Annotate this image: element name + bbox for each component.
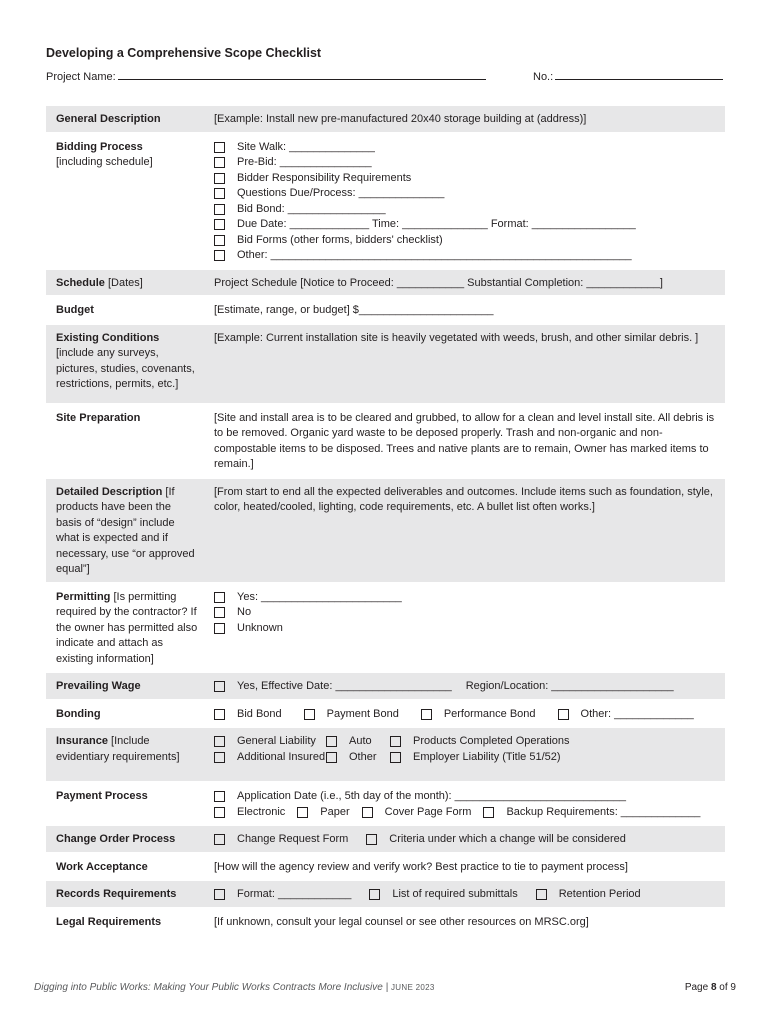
row-detailed-description bbox=[46, 479, 725, 582]
checkbox-icon[interactable] bbox=[214, 807, 225, 818]
row-label: General Description bbox=[46, 106, 204, 132]
row-label: Existing Conditions bbox=[56, 331, 160, 344]
checkbox-icon[interactable] bbox=[362, 807, 373, 818]
checkbox-icon[interactable] bbox=[214, 607, 225, 618]
checkbox-icon[interactable] bbox=[214, 592, 225, 603]
checkbox-questions-due[interactable]: Questions Due/Process: ______________ bbox=[214, 186, 719, 202]
row-label: Bonding bbox=[56, 707, 101, 720]
row-sublabel: [If products have been the basis of “design” include what is expected and if necessary, use “or approved equal”] bbox=[56, 485, 195, 575]
row-value: [Example: Current installation site is heavily vegetated with weeds, brush, and other similar debris. ] bbox=[204, 325, 725, 403]
checkbox-icon[interactable] bbox=[214, 188, 225, 199]
row-payment-process bbox=[46, 783, 725, 824]
row-bonding bbox=[46, 701, 725, 727]
checkbox-wage-yes[interactable]: Yes, Effective Date: ___________________ bbox=[214, 679, 452, 695]
row-label: Detailed Description bbox=[56, 485, 163, 498]
checkbox-permit-no[interactable]: No bbox=[214, 605, 719, 621]
row-prevailing-wage bbox=[46, 673, 725, 699]
row-label: Prevailing Wage bbox=[46, 673, 204, 699]
checkbox-icon[interactable] bbox=[214, 709, 225, 720]
checkbox-icon[interactable] bbox=[421, 709, 432, 720]
row-label: Bidding Process bbox=[56, 140, 143, 153]
row-work-acceptance bbox=[46, 854, 725, 880]
checkbox-icon[interactable] bbox=[326, 736, 337, 747]
checkbox-icon[interactable] bbox=[304, 709, 315, 720]
row-label: Insurance bbox=[56, 735, 108, 747]
checkbox-auto[interactable]: Auto bbox=[326, 734, 390, 750]
row-insurance bbox=[46, 728, 725, 781]
checkbox-bid-forms[interactable]: Bid Forms (other forms, bidders' checklist) bbox=[214, 233, 719, 249]
project-name-line bbox=[46, 70, 486, 83]
region-location: Region/Location: ____________________ bbox=[465, 680, 674, 692]
checkbox-icon[interactable] bbox=[214, 250, 225, 261]
checkbox-application-date[interactable]: Application Date (i.e., 5th day of the month): ____________________________ bbox=[214, 789, 719, 805]
checkbox-icon[interactable] bbox=[214, 235, 225, 246]
checkbox-icon[interactable] bbox=[214, 142, 225, 153]
checkbox-pre-bid[interactable]: Pre-Bid: _______________ bbox=[214, 155, 719, 171]
footer-date: JUNE 2023 bbox=[391, 983, 435, 992]
checkbox-icon[interactable] bbox=[214, 681, 225, 692]
checkbox-retention-period[interactable]: Retention Period bbox=[536, 887, 641, 903]
checkbox-icon[interactable] bbox=[214, 219, 225, 230]
checkbox-icon[interactable] bbox=[214, 157, 225, 168]
row-value: [How will the agency review and verify work? Best practice to tie to payment process] bbox=[214, 860, 628, 873]
row-sublabel: [including schedule] bbox=[56, 156, 153, 168]
checkbox-icon[interactable] bbox=[483, 807, 494, 818]
row-value: [Example: Install new pre-manufactured 20x40 storage building at (address)] bbox=[204, 106, 725, 132]
row-permitting bbox=[46, 584, 725, 672]
row-value: [If unknown, consult your legal counsel or see other resources on MRSC.org] bbox=[214, 915, 589, 928]
checkbox-bid-bond[interactable]: Bid Bond: ________________ bbox=[214, 202, 719, 218]
project-name-label: Project Name: bbox=[46, 71, 116, 83]
row-label: Payment Process bbox=[56, 790, 148, 802]
row-site-preparation bbox=[46, 405, 725, 477]
row-label: Permitting bbox=[56, 590, 111, 603]
checkbox-icon[interactable] bbox=[214, 736, 225, 747]
checkbox-cover-page-form[interactable]: Cover Page Form bbox=[362, 805, 472, 821]
checkbox-icon[interactable] bbox=[214, 791, 225, 802]
row-label: Change Order Process bbox=[46, 826, 204, 852]
checkbox-payment-bond[interactable]: Payment Bond bbox=[304, 707, 399, 723]
checkbox-permit-yes[interactable]: Yes: _______________________ bbox=[214, 590, 719, 606]
checkbox-icon[interactable] bbox=[214, 889, 225, 900]
checkbox-general-liability[interactable]: General Liability bbox=[214, 734, 326, 750]
checkbox-permit-unknown[interactable]: Unknown bbox=[214, 621, 719, 637]
page-title: Developing a Comprehensive Scope Checklist bbox=[46, 46, 322, 60]
row-label: Schedule bbox=[56, 276, 105, 289]
number-line bbox=[533, 70, 723, 83]
row-budget bbox=[46, 297, 725, 323]
row-value: [From start to end all the expected deliverables and outcomes. Include items such as foundation, style, color, heated/cooled, lighting, code requirements, etc. A bullet list often works.] bbox=[204, 479, 725, 582]
row-sublabel: [Include evidentiary requirements] bbox=[56, 735, 180, 763]
checkbox-icon[interactable] bbox=[326, 752, 337, 763]
page-number: Page 8 of 9 bbox=[684, 982, 736, 993]
checkbox-icon[interactable] bbox=[214, 834, 225, 845]
checkbox-change-criteria[interactable]: Criteria under which a change will be considered bbox=[366, 832, 626, 848]
checkbox-site-walk[interactable]: Site Walk: ______________ bbox=[214, 140, 719, 156]
number-blank[interactable] bbox=[555, 70, 723, 80]
checkbox-icon[interactable] bbox=[214, 752, 225, 763]
checkbox-insurance-other[interactable]: Other bbox=[326, 750, 390, 766]
checkbox-bidder-responsibility[interactable]: Bidder Responsibility Requirements bbox=[214, 171, 719, 187]
row-label: Legal Requirements bbox=[56, 915, 162, 928]
checkbox-icon[interactable] bbox=[390, 752, 401, 763]
checkbox-electronic[interactable]: Electronic bbox=[214, 805, 285, 821]
scope-checklist-table bbox=[46, 104, 725, 936]
row-label: Work Acceptance bbox=[56, 860, 148, 873]
checkbox-products-completed[interactable]: Products Completed Operations bbox=[390, 734, 570, 750]
row-general-description bbox=[46, 106, 725, 132]
checkbox-icon[interactable] bbox=[558, 709, 569, 720]
checkbox-bid-bond[interactable]: Bid Bond bbox=[214, 707, 282, 723]
checkbox-icon[interactable] bbox=[297, 807, 308, 818]
checkbox-icon[interactable] bbox=[214, 173, 225, 184]
checkbox-paper[interactable]: Paper bbox=[297, 805, 349, 821]
checkbox-due-date[interactable]: Due Date: _____________ Time: ______________ Format: _________________ bbox=[214, 217, 719, 233]
checkbox-required-submittals[interactable]: List of required submittals bbox=[369, 887, 517, 903]
checkbox-change-request-form[interactable]: Change Request Form bbox=[214, 832, 348, 848]
checkbox-icon[interactable] bbox=[214, 623, 225, 634]
row-sublabel: [Is permitting required by the contractor? If the owner has permitted also indicate and attach as existing information] bbox=[56, 590, 198, 665]
checkbox-records-format[interactable]: Format: ____________ bbox=[214, 887, 351, 903]
row-sublabel: [include any surveys, pictures, studies, covenants, restrictions, permits, etc.] bbox=[56, 347, 195, 390]
number-label: No.: bbox=[533, 71, 554, 83]
checkbox-employer-liability[interactable]: Employer Liability (Title 51/52) bbox=[390, 750, 561, 766]
checkbox-performance-bond[interactable]: Performance Bond bbox=[421, 707, 536, 723]
row-value: Project Schedule [Notice to Proceed: ___________ Substantial Completion: ____________] bbox=[204, 270, 725, 296]
row-label: Site Preparation bbox=[56, 411, 141, 424]
checkbox-other[interactable]: Other: ___________________________________________________________ bbox=[214, 248, 719, 264]
checkbox-additional-insured[interactable]: Additional Insured bbox=[214, 750, 326, 766]
row-existing-conditions bbox=[46, 325, 725, 403]
row-records-requirements bbox=[46, 881, 725, 907]
footer-publication: Digging into Public Works: Making Your Public Works Contracts More Inclusive | JUNE 2023 bbox=[34, 982, 435, 993]
checkbox-icon[interactable] bbox=[390, 736, 401, 747]
checkbox-icon[interactable] bbox=[214, 204, 225, 215]
row-schedule bbox=[46, 270, 725, 296]
checkbox-icon[interactable] bbox=[366, 834, 377, 845]
checkbox-bonding-other[interactable]: Other: _____________ bbox=[558, 707, 694, 723]
row-legal-requirements bbox=[46, 909, 725, 935]
checkbox-icon[interactable] bbox=[536, 889, 547, 900]
project-name-blank[interactable] bbox=[118, 70, 486, 80]
row-sublabel: [Dates] bbox=[104, 276, 143, 289]
checkbox-backup-requirements[interactable]: Backup Requirements: _____________ bbox=[483, 805, 700, 821]
row-value: [Site and install area is to be cleared and grubbed, to allow for a clean and level install site. All debris is to be removed. Organic yard waste to be deposed properly. Trash and non-organic and non-compostable items to be disposed. Trees and native plants are to remain, Owner has marked items to remain.] bbox=[214, 411, 715, 470]
row-change-order-process bbox=[46, 826, 725, 852]
row-label: Records Requirements bbox=[46, 881, 204, 907]
row-bidding-process bbox=[46, 134, 725, 268]
row-label: Budget bbox=[56, 304, 94, 316]
row-value: [Estimate, range, or budget] $______________________ bbox=[214, 304, 494, 316]
checkbox-icon[interactable] bbox=[369, 889, 380, 900]
